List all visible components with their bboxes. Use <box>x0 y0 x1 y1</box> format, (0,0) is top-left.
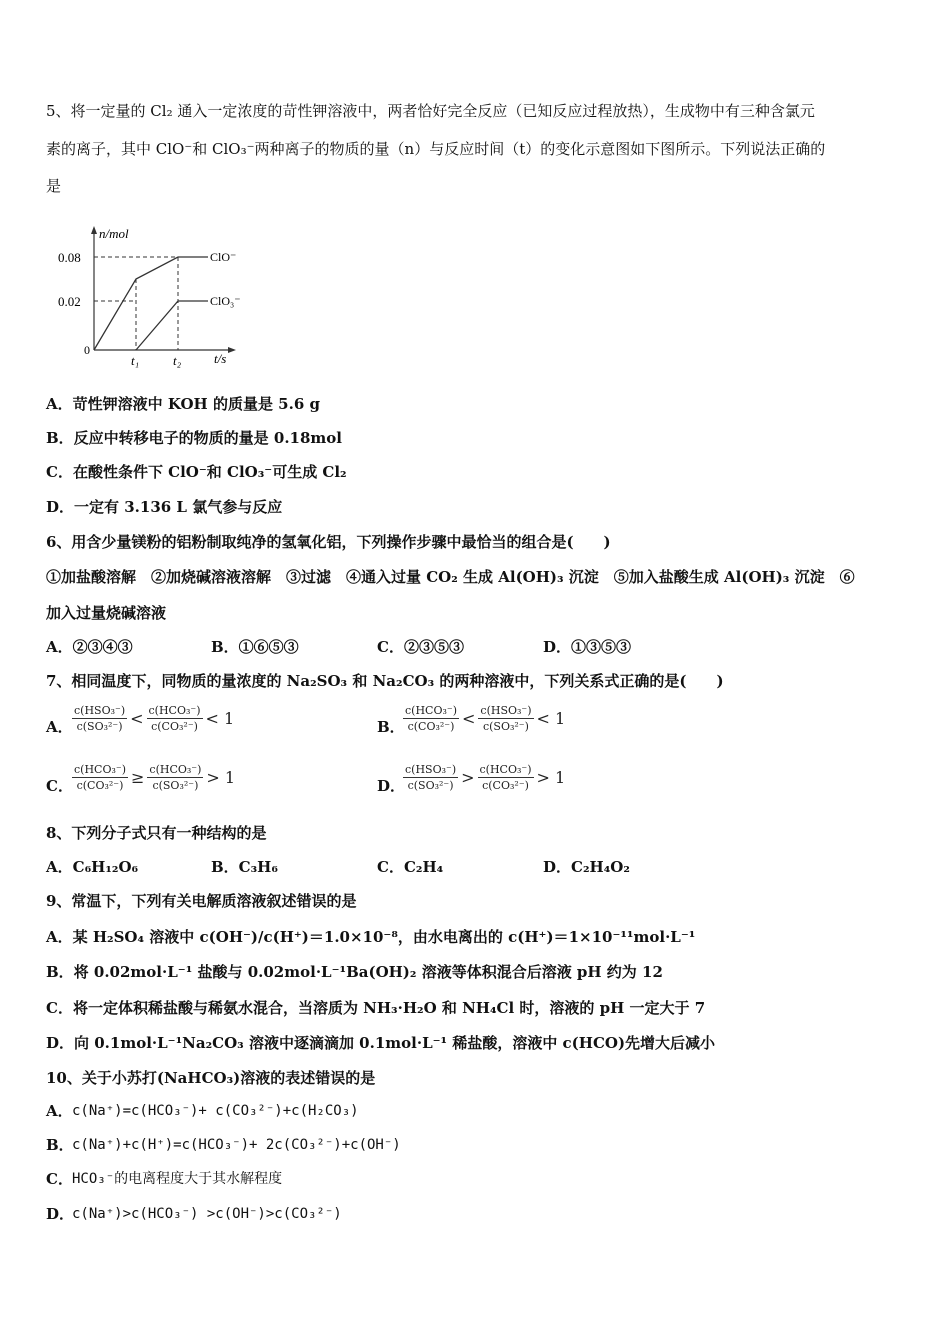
frac-numerator: c(HCO₃⁻) <box>74 763 126 776</box>
q7-option-b-formula[interactable] <box>403 704 568 733</box>
q8-option-c[interactable]: C．C₂H₄ <box>377 858 444 876</box>
clo-label: ClO⁻ <box>210 250 237 264</box>
q7-option-b-label[interactable]: B． <box>377 718 405 736</box>
frac-numerator: c(HCO₃⁻) <box>149 763 202 776</box>
q5-stem-line1: 5、将一定量的 Cl₂ 通入一定浓度的苛性钾溶液中，两者恰好完全反应（已知反应过程放热），生成物中有三种含氯元 <box>46 102 815 120</box>
frac-numerator: c(HSO₃⁻) <box>480 704 532 717</box>
frac-denominator: c(SO₃²⁻) <box>407 779 454 792</box>
q10-option-a-label[interactable]: A． <box>46 1102 73 1120</box>
y-axis-arrow <box>91 226 97 234</box>
x-tick-t1: t₁ <box>131 353 140 368</box>
x-tick-t2: t₂ <box>173 353 182 368</box>
q9-option-b[interactable]: B．将 0.02mol·L⁻¹ 盐酸与 0.02mol·L⁻¹Ba(OH)₂ 溶液等体积混合后溶液 pH 约为 12 <box>46 963 663 981</box>
clo3-label: ClO₃⁻ <box>210 294 241 308</box>
q10-option-c[interactable]: HCO₃⁻的电离程度大于其水解程度 <box>72 1171 283 1187</box>
q9-option-a[interactable]: A．某 H₂SO₄ 溶液中 c(OH⁻)/c(H⁺)＝1.0×10⁻⁸，由水电离出的 c(H⁺)＝1×10⁻¹¹mol·L⁻¹ <box>46 928 696 946</box>
relation-operator: < <box>462 709 476 728</box>
q7-option-a-label[interactable]: A． <box>46 718 73 736</box>
q10-stem: 10、关于小苏打(NaHCO₃)溶液的表述错误的是 <box>46 1069 376 1087</box>
q9-stem: 9、常温下，下列有关电解质溶液叙述错误的是 <box>46 892 357 910</box>
y-tick-0.08: 0.08 <box>58 250 81 265</box>
frac-denominator: c(CO₃²⁻) <box>76 779 124 792</box>
q10-option-a[interactable]: c(Na⁺)=c(HCO₃⁻)+ c(CO₃²⁻)+c(H₂CO₃) <box>72 1103 359 1119</box>
q7-stem: 7、相同温度下，同物质的量浓度的 Na₂SO₃ 和 Na₂CO₃ 的两种溶液中，下列关系式正确的是( ) <box>46 672 724 690</box>
q6-option-a[interactable]: A．②③④③ <box>46 638 133 656</box>
q5-option-c[interactable]: C．在酸性条件下 ClO⁻和 ClO₃⁻可生成 Cl₂ <box>46 463 347 481</box>
frac-denominator: c(SO₃²⁻) <box>152 779 199 792</box>
frac-denominator: c(SO₃²⁻) <box>482 720 529 733</box>
frac-numerator: c(HSO₃⁻) <box>405 763 457 776</box>
q9-option-c[interactable]: C．将一定体积稀盐酸与稀氨水混合，当溶质为 NH₃·H₂O 和 NH₄Cl 时，溶液的 pH 一定大于 7 <box>46 999 706 1017</box>
q10-option-b-label[interactable]: B． <box>46 1136 74 1154</box>
q9-option-d[interactable]: D．向 0.1mol·L⁻¹Na₂CO₃ 溶液中逐滴滴加 0.1mol·L⁻¹ 稀盐酸，溶液中 c(HCO)先增大后减小 <box>46 1034 716 1052</box>
frac-denominator: c(CO₃²⁻) <box>482 779 529 792</box>
frac-denominator: c(CO₃²⁻) <box>407 720 455 733</box>
q8-option-a[interactable]: A．C₆H₁₂O₆ <box>46 858 139 876</box>
relation-operator: ≥ <box>131 768 145 787</box>
q8-option-b[interactable]: B．C₃H₆ <box>211 858 278 876</box>
relation-operator: > 1 <box>536 768 566 787</box>
origin-label: 0 <box>84 343 90 357</box>
q7-option-d-formula[interactable] <box>403 763 568 792</box>
q10-option-d[interactable]: c(Na⁺)>c(HCO₃⁻) >c(OH⁻)>c(CO₃²⁻) <box>72 1206 342 1222</box>
x-axis-arrow <box>228 347 236 353</box>
q7-option-c-label[interactable]: C． <box>46 777 73 795</box>
q5-option-d[interactable]: D．一定有 3.136 L 氯气参与反应 <box>46 498 283 516</box>
q5-option-a[interactable]: A．苛性钾溶液中 KOH 的质量是 5.6 g <box>46 395 320 413</box>
x-axis-label: t/s <box>214 351 227 366</box>
q5-stem-line2: 素的离子，其中 ClO⁻和 ClO₃⁻两种离子的物质的量（n）与反应时间（t）的变化示意图如下图所示。下列说法正确的 <box>46 140 826 158</box>
q5-option-b[interactable]: B．反应中转移电子的物质的量是 0.18mol <box>46 429 343 447</box>
q7-option-c-formula[interactable] <box>72 763 238 792</box>
y-axis-label: n/mol <box>99 226 129 241</box>
q6-stem: 6、用含少量镁粉的铝粉制取纯净的氢氧化铝，下列操作步骤中最恰当的组合是( ) <box>46 533 611 551</box>
relation-operator: < 1 <box>205 709 235 728</box>
q7-option-a-formula[interactable] <box>72 704 237 733</box>
q7-option-d-label[interactable]: D． <box>377 777 406 795</box>
relation-operator: < 1 <box>536 709 566 728</box>
q6-option-b[interactable]: B．①⑥⑤③ <box>211 638 299 656</box>
q5-graph <box>40 222 300 372</box>
q10-option-b[interactable]: c(Na⁺)+c(H⁺)=c(HCO₃⁻)+ 2c(CO₃²⁻)+c(OH⁻) <box>72 1137 401 1153</box>
q5-stem-line3: 是 <box>46 177 62 195</box>
q8-stem: 8、下列分子式只有一种结构的是 <box>46 824 267 842</box>
y-tick-0.02: 0.02 <box>58 294 81 309</box>
relation-operator: < <box>130 709 144 728</box>
frac-numerator: c(HSO₃⁻) <box>74 704 126 717</box>
relation-operator: > <box>461 768 475 787</box>
frac-denominator: c(CO₃²⁻) <box>151 720 198 733</box>
frac-denominator: c(SO₃²⁻) <box>76 720 123 733</box>
q6-option-d[interactable]: D．①③⑤③ <box>543 638 632 656</box>
q10-option-d-label[interactable]: D． <box>46 1205 75 1223</box>
clo3-curve <box>136 301 208 350</box>
q6-steps-line2: 加入过量烧碱溶液 <box>46 604 167 622</box>
q6-option-c[interactable]: C．②③⑤③ <box>377 638 464 656</box>
q6-steps-line1: ①加盐酸溶解 ②加烧碱溶液溶解 ③过滤 ④通入过量 CO₂ 生成 Al(OH)₃ 沉淀 ⑤加入盐酸生成 Al(OH)₃ 沉淀 ⑥ <box>46 568 855 586</box>
clo-curve <box>94 257 208 350</box>
frac-numerator: c(HCO₃⁻) <box>405 704 457 717</box>
q10-option-c-label[interactable]: C． <box>46 1170 73 1188</box>
relation-operator: > 1 <box>206 768 236 787</box>
frac-numerator: c(HCO₃⁻) <box>148 704 201 717</box>
q8-option-d[interactable]: D．C₂H₄O₂ <box>543 858 630 876</box>
frac-numerator: c(HCO₃⁻) <box>479 763 532 776</box>
